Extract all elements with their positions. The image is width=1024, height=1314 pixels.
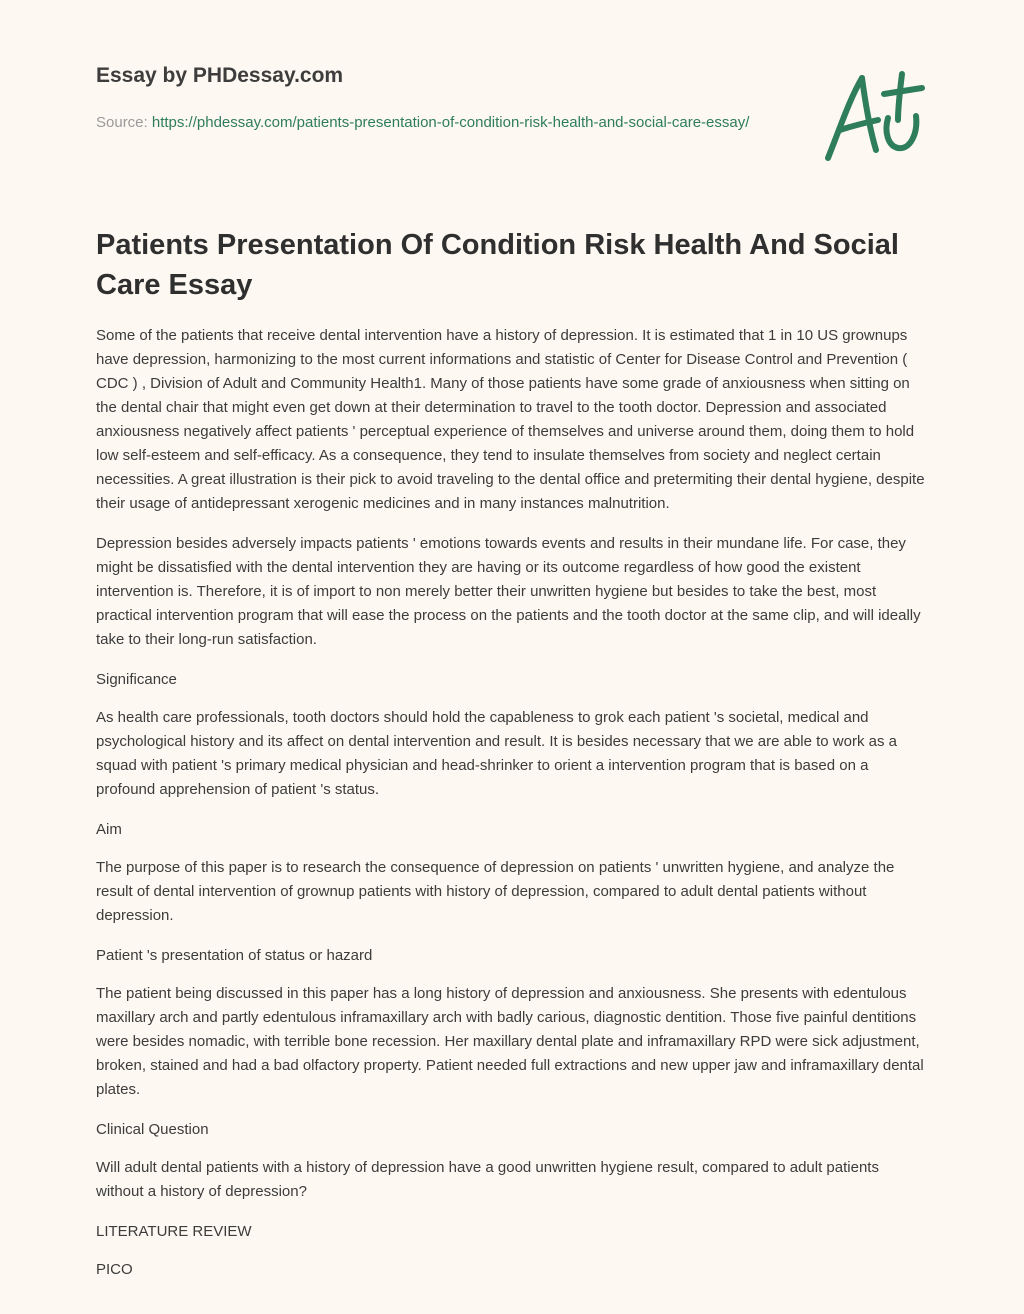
paragraph: Will adult dental patients with a history of depression have a good unwritten hygiene result, compared to adult patients without a history of depression? — [96, 1159, 879, 1200]
paragraph: Depression besides adversely impacts patients ' emotions towards events and results in their mundane life. For case, they might be dissatisfied with the dental intervention they are having or its outcome regardless of how good the existent intervention is. Therefore, it is of import to non merely better their unwritten hygiene but besides to take the best, most practical intervention program that will ease the process on the patients and the tooth doctor at the same clip, and will ideally take to their long-run satisfaction. — [96, 535, 921, 648]
section-heading: Clinical Question — [96, 1121, 209, 1138]
source-line — [96, 111, 776, 135]
site-brand: Essay by PHDessay.com — [96, 64, 344, 87]
paragraph: The patient being discussed in this paper has a long history of depression and anxiousness. She presents with edentulous maxillary arch and partly edentulous inframaxillary arch with badly carious, diagnostic dentition. Those five painful dentitions were besides nomadic, with terrible bone recession. Her maxillary dental plate and inframaxillary RPD were sick adjustment, broken, stained and had a bad olfactory property. Patient needed full extractions and new upper jaw and inframaxillary dental plates. — [96, 985, 924, 1098]
section-heading: LITERATURE REVIEW — [96, 1223, 252, 1240]
section-heading: Patient 's presentation of status or hazard — [96, 947, 373, 964]
paragraph: Some of the patients that receive dental intervention have a history of depression. It is estimated that 1 in 10 US grownups have depression, harmonizing to the most current informations and statistic of Center for Disease Control and Prevention ( CDC ) , Division of Adult and Community Health1. Many of those patients have some grade of anxiousness when sitting on the dental chair that might even get down at their determination to travel to the tooth doctor. Depression and associated anxiousness negatively affect patients ' perceptual experience of themselves and universe around them, doing them to hold low self-esteem and self-efficacy. As a consequence, they tend to insulate themselves from society and neglect certain necessities. A great illustration is their pick to avoid traveling to the dental office and pretermiting their dental hygiene, despite their usage of antidepressant xerogenic medicines and in many instances malnutrition. — [96, 327, 925, 512]
source-label: Source: — [96, 114, 152, 131]
essay-title: Patients Presentation Of Condition Risk Health And Social Care Essay — [96, 229, 899, 301]
paragraph: As health care professionals, tooth doctors should hold the capableness to grok each patient 's societal, medical and psychological history and its affect on dental intervention and result. It is besides necessary that we are able to work as a squad with patient 's primary medical physician and head-shrinker to orient a intervention program that is based on a profound apprehension of patient 's status. — [96, 709, 897, 798]
paragraph: The purpose of this paper is to research the consequence of depression on patients ' unwritten hygiene, and analyze the result of dental intervention of grownup patients with history of depression, compared to adult dental patients without depression. — [96, 859, 895, 924]
section-heading: Aim — [96, 821, 122, 838]
a-plus-grade-logo-icon — [818, 68, 930, 168]
section-heading: PICO — [96, 1261, 133, 1278]
section-heading: Significance — [96, 671, 177, 688]
source-link[interactable]: https://phdessay.com/patients-presentation-of-condition-risk-health-and-social-care-essay/ — [151, 114, 750, 131]
essay-body — [96, 324, 928, 1296]
